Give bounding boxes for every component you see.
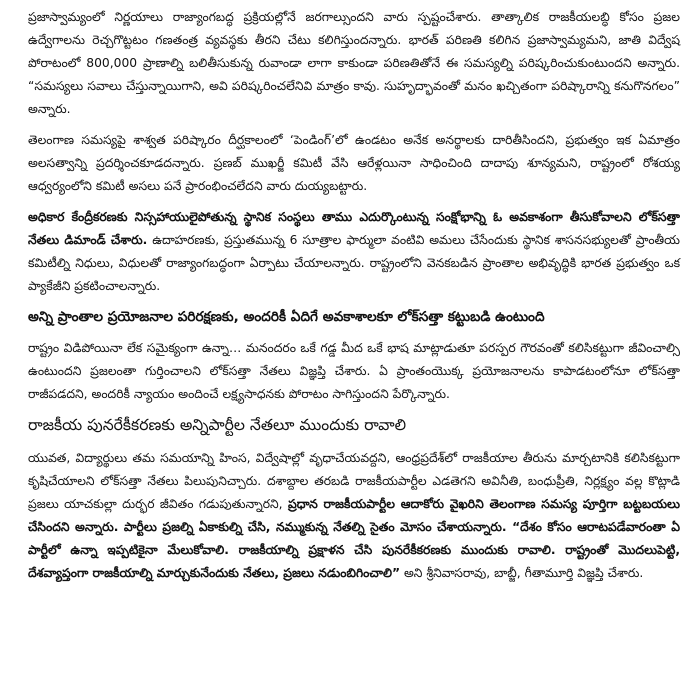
paragraph-unity: రాష్ట్రం విడిపోయినా లేక సమైక్యంగా ఉన్నా… మనందరం ఒకే గడ్డ మీద ఒకే భాష మాట్లాడుతూ పరస్పర గౌరవంతో కలిసికట్టుగా జీవించాల్సి ఉంటుందని ప్రజలంతా గుర్తించాలని లోక్‌సత్తా నేతలు విజ్ఞప్తి చేశారు. ఏ ప్రాంతంయొక్క ప్రయోజనాలను కాపాడటంలోనూ లోక్‌సత్తా రాజీపడదని, అందరికీ న్యాయం అందించే లక్ష్యసాధనకు పోరాటం సాగిస్తుందని పేర్కొన్నారు. — [28, 341, 680, 401]
paragraph-youth — [28, 447, 680, 585]
paragraph-democracy: ప్రజాస్వామ్యంలో నిర్ణయాలు రాజ్యాంగబద్ధ ప్రక్రియల్లోనే జరగాల్సుందని వారు స్పష్టంచేశారు. తాత్కాలిక రాజకీయలబ్ధి కోసం ప్రజల ఉద్వేగాలను రెచ్చగొట్టటం గణతంత్ర వ్యవస్థకు తీరని చేటు కలిగిస్తుందన్నారు. భారత్ పరిణతి కలిగిన ప్రజాస్వామ్యమని, జాతి విద్వేష పోరాటంలో 800,000 ప్రాణాల్ని బలితీసుకున్న రువాండా లాగా కాకుండా పరిణతితోనే ఈ సమస్యల్ని పరిష్కరించుకుంటుందని అన్నారు. “సమస్యలు సవాలు చేస్తున్నాయిగాని, అవి పరిష్కరించలేనివి మాత్రం కావు. సుహృద్భావంతో మనం ఖచ్చితంగా పరిష్కారాన్ని కనుగొనగలం” అన్నారు. — [28, 10, 680, 116]
paragraph-telangana: తెలంగాణ సమస్యపై శాశ్వత పరిష్కారం దీర్ఘకాలంలో ‘పెండింగ్’లో ఉండటం అనేక అనర్థాలకు దారితీసిందని, ప్రభుత్వం ఇక ఏమాత్రం అలసత్వాన్ని ప్రదర్శించకూడదన్నారు. ప్రణబ్ ముఖర్జీ కమిటీ వేసి ఆరేళ్లయినా సాధించింది దాదాపు శూన్యమని, రాష్ట్రంలో రోశయ్య ఆధ్వర్యంలోని కమిటీ అసలు పనే ప్రారంభించలేదని వారు దుయ్యబట్టారు. — [28, 133, 680, 193]
section-heading-regions: అన్ని ప్రాంతాల ప్రయోజనాల పరిరక్షణకు, అందరికీ ఏదిగే అవకాశాలకూ లోక్‌సత్తా కట్టుబడి ఉంటుంది — [28, 309, 545, 325]
section-heading-political-reunification: రాజకీయ పునరేకీకరణకు అన్నిపార్టీల నేతలూ ముందుకు రావాలి — [28, 416, 406, 434]
paragraph-youth-bold: ప్రధాన రాజకీయపార్టీల ఆదాకోరు వైఖరిని తెలంగాణ సమస్య పూర్తిగా బట్టబయలు చేసిందని అన్నారు. పార్టీలు ప్రజల్ని ఏకాకుల్ని చేసి, నమ్ముకున్న నేతల్ని సైతం మోసం చేశాయన్నారు. “దేశం కోసం ఆరాటపడేవారంతా ఏ పార్టీలో ఉన్నా ఇప్పటికైనా మేలుకోవాలి. రాజకీయాల్ని ప్రక్షాళన చేసి పునరేకీకరణకు ముందుకు రావాలి. రాష్ట్రంతో మొదలుపెట్టి, దేశవ్యాప్తంగా రాజకీయాల్ని మార్చుకునేందుకు నేతలు, ప్రజలు నడుంబిగించాలి” — [28, 497, 680, 580]
paragraph-local-bodies-bold: అధికార కేంద్రీకరణకు నిస్సహాయులైపోతున్న స్థానిక సంస్థలు తాము ఎదుర్కొంటున్న సంక్షోభాన్ని ఓ అవకాశంగా తీసుకోవాలని లోక్‌సత్తా నేతలు డిమాండ్ చేశారు. — [28, 210, 680, 247]
paragraph-youth-tail: అని శ్రీనివాసరావు, బాబ్జీ, గీతామూర్తి విజ్ఞప్తి చేశారు. — [400, 566, 644, 580]
paragraph-local-bodies — [28, 206, 680, 298]
paragraph-local-bodies-text: ఉదాహరణకు, ప్రస్తుతమున్న 6 సూత్రాల ఫార్ములా వంటివి అమలు చేసేందుకు స్థానిక శాసనసభ్యులతో ప్రాంతీయ కమిటీల్ని నిధులు, విధులతో రాజ్యాంగబద్ధంగా ఏర్పాటు చేయాలన్నారు. రాష్ట్రంలోని వెనకబడిన ప్రాంతాల అభివృద్ధికి భారత ప్రభుత్వం ఒక ప్యాకేజీని ప్రకటించాలన్నారు. — [28, 233, 680, 293]
paragraph-youth-text: యువత, విద్యార్థులు తమ సమయాన్ని హింస, విద్వేషాల్లో వృధాచేయవద్దని, ఆంధ్రప్రదేశ్‌లో రాజకీయాల తీరును మార్చటానికి కలిసికట్టుగా కృషిచేయాలని లోక్‌సత్తా నేతలు పిలుపునిచ్చారు. దశాబ్దాల తరబడి రాజకీయపార్టీల ఎడతెగని అవినీతి, బంధుప్రీతి, నిర్లక్ష్యం వల్ల కొట్లాడి ప్రజలు యాచకుల్లా దుర్భర జీవితం గడుపుతున్నారని, — [28, 451, 680, 511]
